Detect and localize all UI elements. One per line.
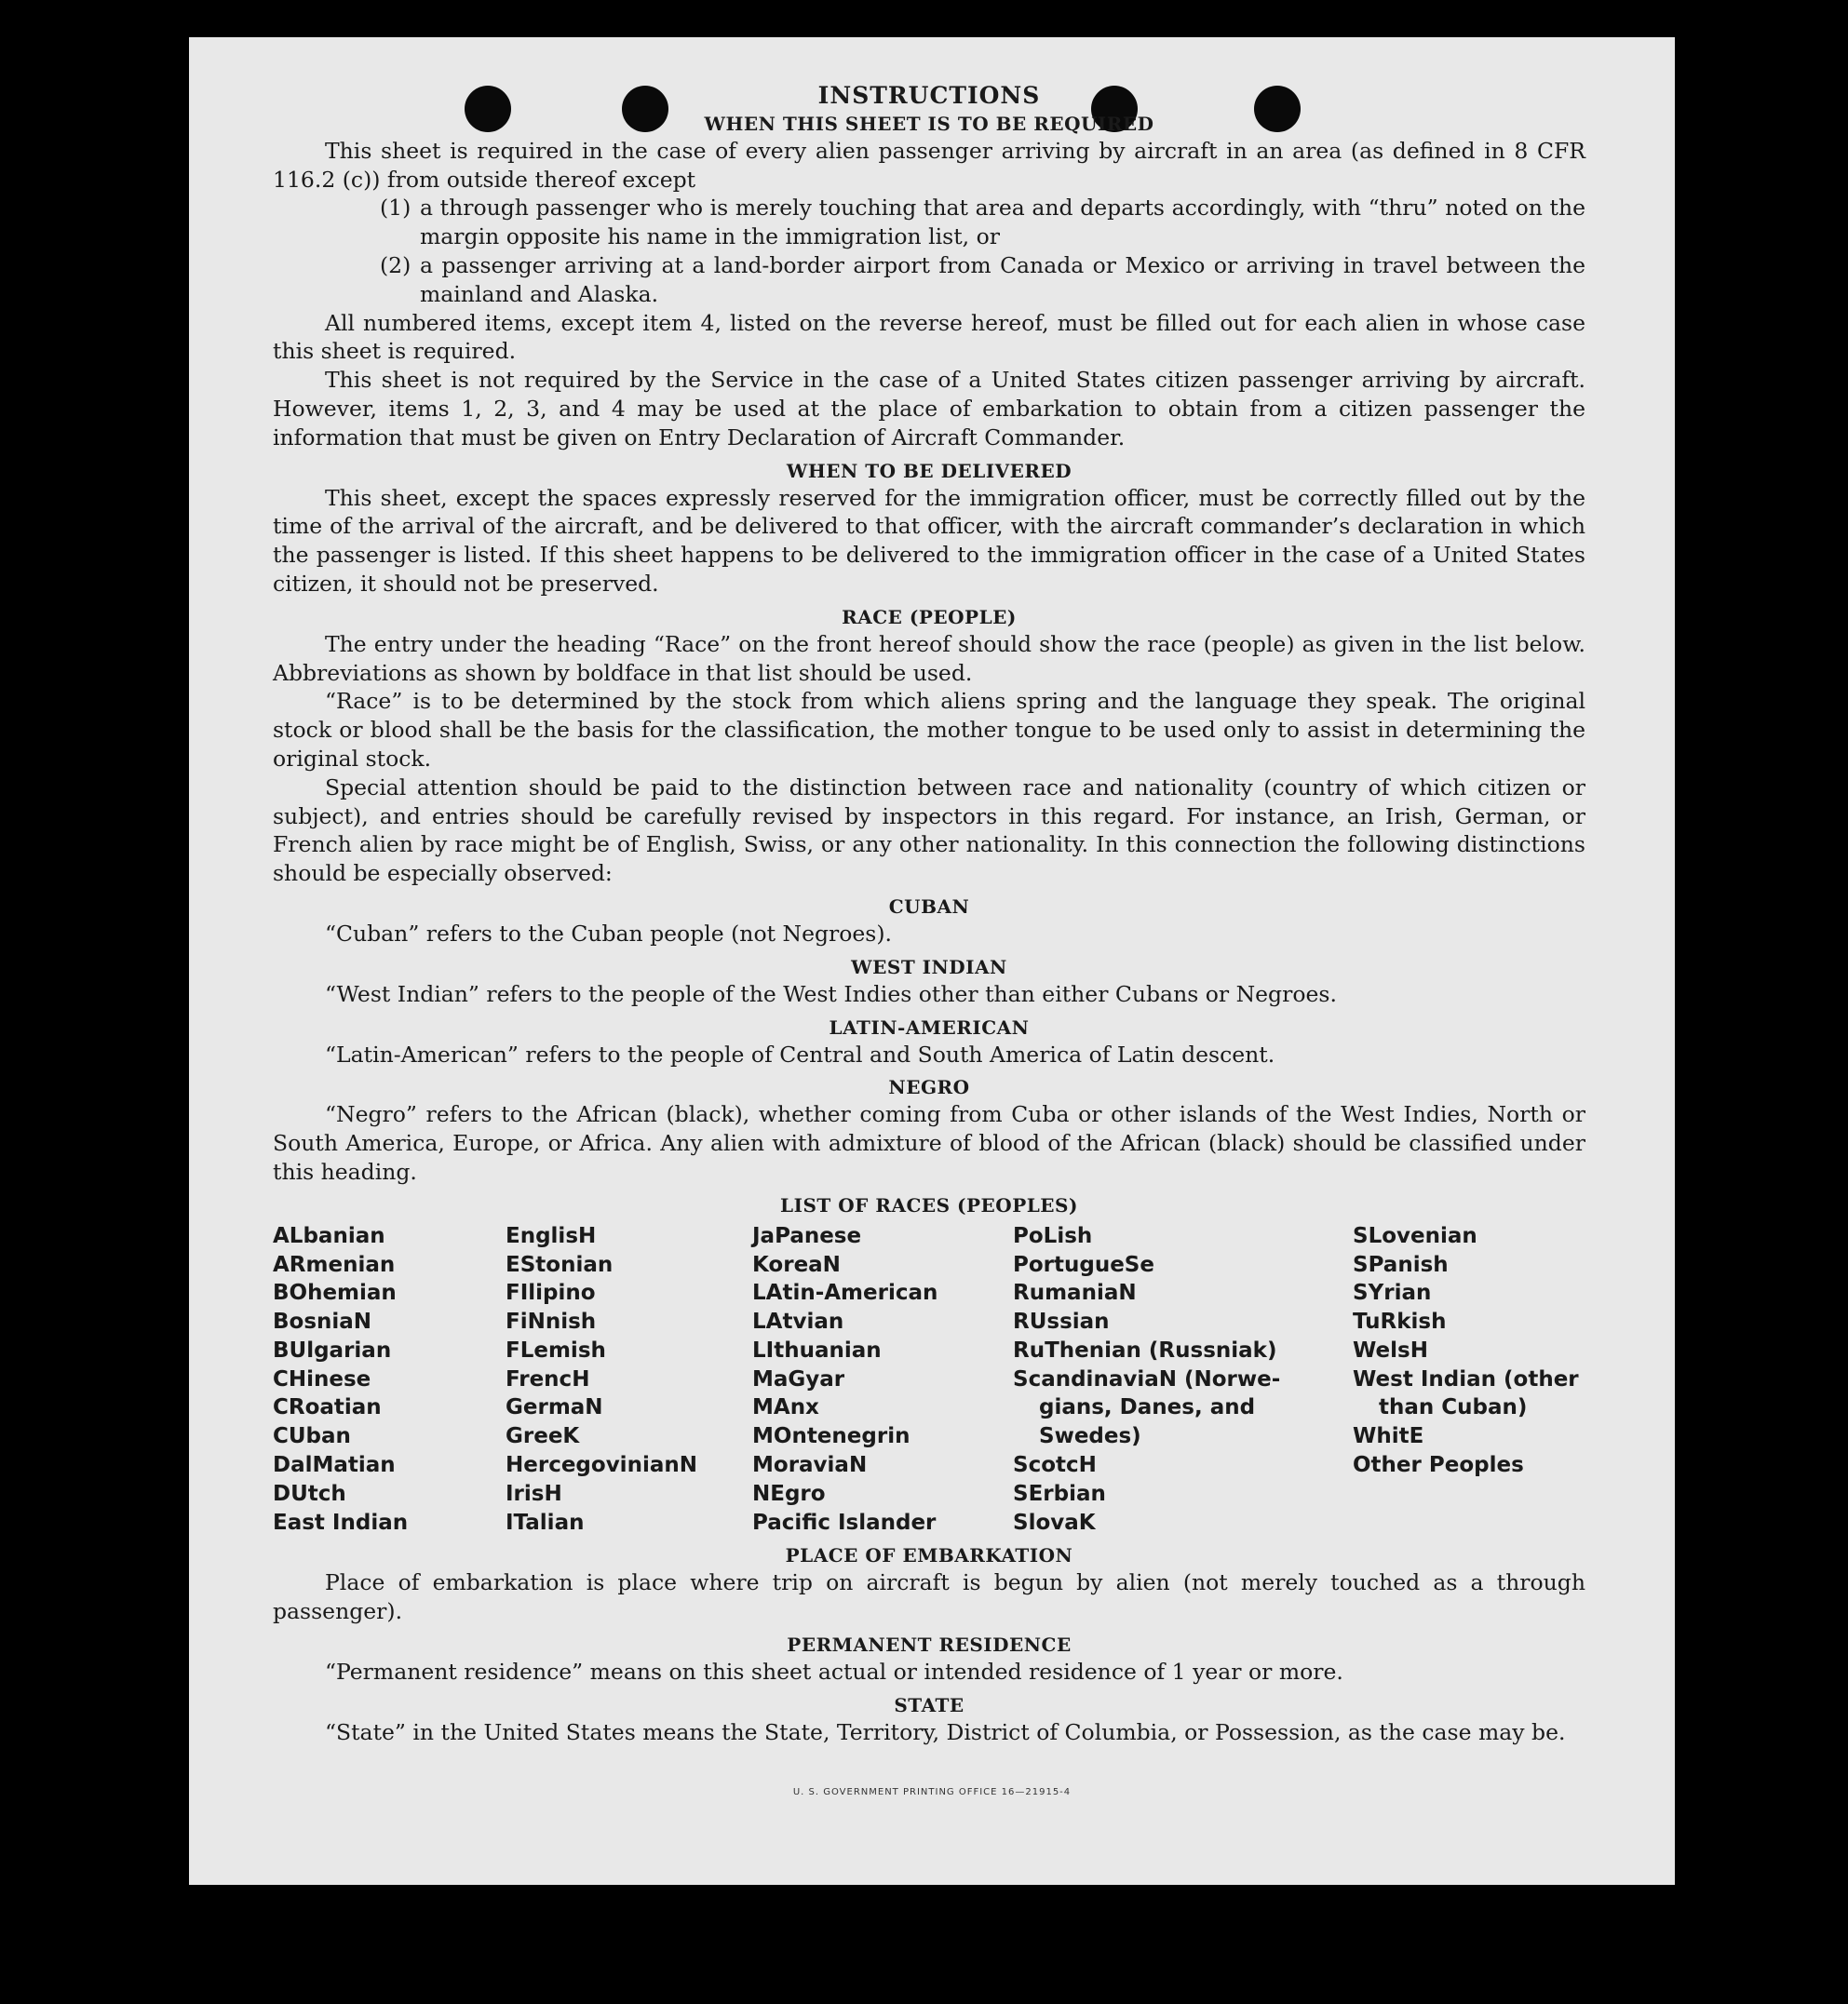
races-column-5 [1353, 1222, 1585, 1538]
paragraph: “Negro” refers to the African (black), whether coming from Cuba or other islands of the West Indies, North or South America, Europe, or Africa. Any alien with admixture of blood of the African (black) should be classified under this heading. [273, 1101, 1585, 1185]
heading-state: STATE [894, 1693, 964, 1716]
race-entry-continued: than Cuban) [1379, 1395, 1528, 1420]
race-entry: GermaN [506, 1395, 603, 1420]
race-entry: WelsH [1353, 1338, 1428, 1363]
races-column-1 [273, 1222, 506, 1538]
race-entry: MaGyar [752, 1366, 845, 1392]
paragraph: This sheet, except the spaces expressly reserved for the immigration officer, must be correctly filled out by the time of the arrival of the aircraft, and be delivered to that officer, with the aircraft commander’s declaration in which the passenger is listed. If this sheet happens to be delivered to the immigration officer in the case of a United States citizen, it should not be preserved. [273, 484, 1585, 597]
paragraph: “State” in the United States means the State, Territory, District of Columbia, or Possession, as the case may be. [325, 1718, 1566, 1745]
heading-west-indian: WEST INDIAN [851, 955, 1007, 978]
race-entry: BOhemian [273, 1281, 397, 1306]
paragraph: Special attention should be paid to the distinction between race and nationality (country of which citizen or subject), and entries should be carefully revised by inspectors in this regard. For instance, an Irish, German, or French alien by race might be of English, Swiss, or any other nationality. In this connection the following distinctions should be especially observed: [273, 773, 1585, 887]
race-entry: PortugueSe [1013, 1252, 1154, 1277]
races-column-2 [506, 1222, 752, 1538]
races-column-4 [1013, 1222, 1353, 1538]
paragraph: “West Indian” refers to the people of the West Indies other than either Cubans or Negroes. [325, 980, 1337, 1007]
heading-negro: NEGRO [888, 1076, 970, 1099]
paragraph: All numbered items, except item 4, listed on the reverse hereof, must be filled out for each alien in whose case this sheet is required. [273, 309, 1585, 365]
race-entry: RumaniaN [1013, 1281, 1137, 1306]
race-entry: FLemish [506, 1338, 606, 1363]
race-entry: FIlipino [506, 1281, 596, 1306]
race-entry: BosniaN [273, 1310, 372, 1335]
race-entry: LIthuanian [752, 1338, 882, 1363]
item-number: (2) [380, 251, 411, 278]
race-entry: ALbanian [273, 1223, 385, 1248]
instructions-content [273, 82, 1585, 1747]
paragraph: “Cuban” refers to the Cuban people (not Negroes). [325, 920, 893, 947]
paragraph: This sheet is required in the case of every alien passenger arriving by aircraft in an area (as defined in 8 CFR 116.2 (c)) from outside thereof except [273, 137, 1585, 193]
race-entry: SYrian [1353, 1281, 1432, 1306]
race-entry: PoLish [1013, 1223, 1093, 1248]
race-entry: MAnx [752, 1395, 819, 1420]
race-entry: DalMatian [273, 1453, 396, 1478]
race-entry: FiNnish [506, 1310, 597, 1335]
paragraph: “Permanent residence” means on this sheet actual or intended residence of 1 year or more. [325, 1659, 1343, 1686]
list-item [380, 194, 1585, 251]
race-entry: SErbian [1013, 1481, 1106, 1506]
race-entry: ARmenian [273, 1252, 396, 1277]
heading-cuban: CUBAN [888, 894, 970, 918]
race-entry: NEgro [752, 1481, 826, 1506]
race-entry: CRoatian [273, 1395, 382, 1420]
race-entry: GreeK [506, 1424, 580, 1449]
race-entry: ITalian [506, 1510, 585, 1535]
heading-place-of-embarkation: PLACE OF EMBARKATION [785, 1544, 1073, 1567]
heading-when-required: WHEN THIS SHEET IS TO BE REQUIRED [704, 112, 1154, 135]
item-text: a through passenger who is merely touching that area and departs accordingly, with “thru” noted on the margin opposite his name in the immigration list, or [420, 195, 1585, 250]
race-entry: RUssian [1013, 1310, 1110, 1335]
paragraph: “Latin-American” refers to the people of Central and South America of Latin descent. [325, 1041, 1275, 1068]
race-entry: Pacific Islander [752, 1510, 937, 1535]
document-sheet [189, 37, 1675, 1885]
race-entry: LAtvian [752, 1310, 844, 1335]
list-item [380, 251, 1585, 309]
heading-list-of-races: LIST OF RACES (PEOPLES) [780, 1193, 1078, 1217]
race-entry: IrisH [506, 1481, 562, 1506]
race-entry: BUlgarian [273, 1338, 392, 1363]
race-entry: ScotcH [1013, 1453, 1097, 1478]
race-entry: TuRkish [1353, 1310, 1447, 1335]
paragraph: Place of embarkation is place where trip on aircraft is begun by alien (not merely touched as a through passenger). [273, 1569, 1585, 1625]
race-entry: HercegovinianN [506, 1453, 697, 1478]
paragraph: “Race” is to be determined by the stock from which aliens spring and the language they speak. The original stock or blood shall be the basis for the classification, the mother tongue to be used only to assist in determining the original stock. [273, 688, 1585, 772]
heading-race: RACE (PEOPLE) [842, 605, 1017, 628]
race-entry: CUban [273, 1424, 351, 1449]
race-entry: EnglisH [506, 1223, 597, 1248]
heading-when-delivered: WHEN TO BE DELIVERED [786, 459, 1072, 482]
heading-permanent-residence: PERMANENT RESIDENCE [787, 1634, 1072, 1657]
paragraph: This sheet is not required by the Service in the case of a United States citizen passenger arriving by aircraft. However, items 1, 2, 3, and 4 may be used at the place of embarkation to obtain from a citizen passenger the information that must be given on Entry Declaration of Aircraft Commander. [273, 367, 1585, 451]
races-column-3 [752, 1222, 1013, 1538]
race-entry: SPanish [1353, 1252, 1449, 1277]
race-entry: CHinese [273, 1366, 371, 1392]
race-entry: MOntenegrin [752, 1424, 911, 1449]
race-entry: EStonian [506, 1252, 614, 1277]
race-entry: KoreaN [752, 1252, 841, 1277]
race-entry: SLovenian [1353, 1223, 1477, 1248]
page-title: INSTRUCTIONS [817, 82, 1041, 109]
race-entry: WhitE [1353, 1424, 1424, 1449]
race-entry: East Indian [273, 1510, 409, 1535]
race-entry: MoraviaN [752, 1453, 868, 1478]
printer-imprint: U. S. GOVERNMENT PRINTING OFFICE 16—21915-4 [792, 1787, 1072, 1797]
race-entry: ScandinaviaN (Norwe- [1013, 1366, 1281, 1392]
paragraph: The entry under the heading “Race” on the front hereof should show the race (people) as given in the list below. Abbreviations as shown by boldface in that list should be used. [273, 630, 1585, 686]
races-table [273, 1222, 1585, 1538]
race-entry: SlovaK [1013, 1510, 1096, 1535]
heading-latin-american: LATIN-AMERICAN [829, 1015, 1030, 1039]
race-entry-continued: gians, Danes, and [1039, 1395, 1256, 1420]
race-entry: RuThenian (Russniak) [1013, 1338, 1277, 1363]
item-number: (1) [380, 195, 411, 222]
race-entry: Other Peoples [1353, 1453, 1524, 1478]
item-text: a passenger arriving at a land-border airport from Canada or Mexico or arriving in travel between the mainland and Alaska. [420, 251, 1585, 307]
race-entry: JaPanese [752, 1223, 862, 1248]
race-entry: LAtin-American [752, 1281, 938, 1306]
race-entry: West Indian (other [1353, 1366, 1579, 1392]
race-entry: FrencH [506, 1366, 590, 1392]
race-entry-continued: Swedes) [1039, 1424, 1141, 1449]
race-entry: DUtch [273, 1481, 346, 1506]
